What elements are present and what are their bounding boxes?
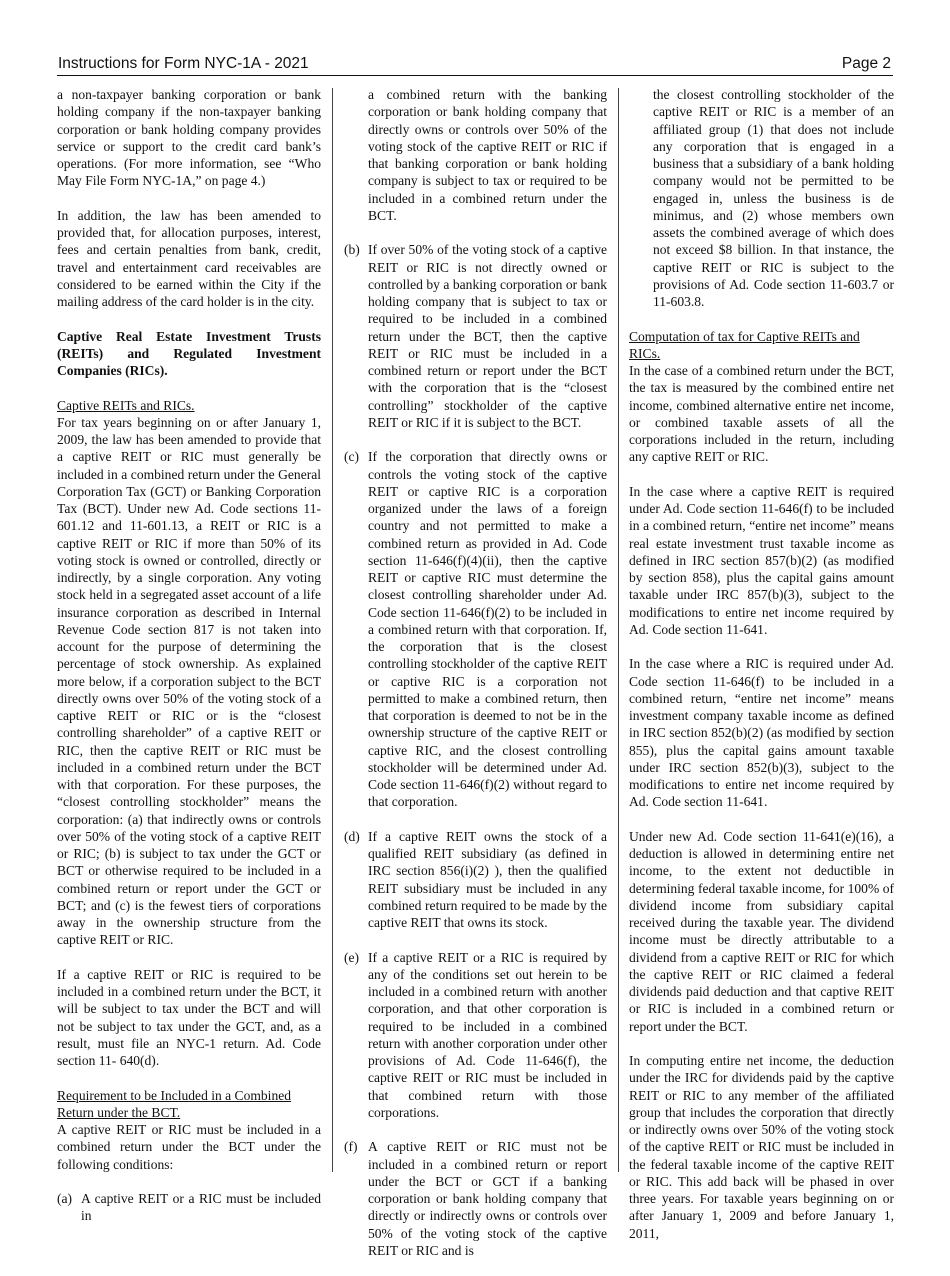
paragraph: Under new Ad. Code section 11-641(e)(16), a deduction is allowed in determining entire net income, to the extent not deductible in determining federal taxable income, for 100% of dividend income from subsidiary capital received during the taxable year. The dividend income must be directly attributable to a dividend from a captive REIT or RIC for which the captive REIT or RIC claimed a federal dividends paid deduction and that captive REIT or RIC is included in a combined return or report under the BCT. xyxy=(629,828,894,1034)
list-item xyxy=(344,241,607,431)
paragraph: In the case of a combined return under the BCT, the tax is measured by the combined entire net income, combined alternative entire net income, or combined taxable assets of all the corporations included in the return, including any captive REIT or RIC. xyxy=(629,363,894,465)
list-continuation: a combined return with the banking corporation or bank holding company that directly owns or controls over 50% of the voting stock of the captive REIT or RIC if that banking corporation or bank holding company is subject to tax or required to be included in a combined return under the BCT. xyxy=(368,87,607,223)
list-text: If the corporation that directly owns or controls the voting stock of the captive REIT or captive RIC is a corporation organized under the laws of a foreign country and not permitted to make a combined return as provided in Ad. Code section 11-646(f)(4)(ii), then the captive REIT or captive RIC must determine the closest controlling shareholder under Ad. Code section 11-646(f)(2) to be included in a combined return with that corporation. If, the corporation that is the closest controlling stockholder of the captive REIT or captive RIC is a corporation not permitted to make a combined return, then that corporation is deemed to not be in the ownership structure of the captive REIT or captive RIC, and the closest controlling stockholder will be determined under Ad. Code section 11-646(f)(2) without regard to that corporation. xyxy=(368,449,607,810)
paragraph: For tax years beginning on or after January 1, 2009, the law has been amended to provide that a captive REIT or RIC must generally be included in a combined return under the General Corporation Tax (GCT) or Banking Corporation Tax (BCT). Under new Ad. Code sections 11-601.12 and 11-601.13, a REIT or RIC is a captive REIT or RIC if more than 50% of its voting stock is owned or controlled, directly or indirectly, by a single corporation. Any voting stock held in a segregated asset account of a life insurance corporation as described in Internal Revenue Code section 817 is not taken into account for the purpose of determining the percentage of stock ownership. As explained more below, if a corporation subject to the BCT directly owns over 50% of the voting stock of a captive REIT or RIC or is the “closest controlling shareholder” of a captive REIT or RIC, then the captive REIT or RIC must be included in a combined return under the BCT with that corporation. For these purposes, the “closest controlling stockholder” means the corporation: (a) that indirectly owns or controls over 50% of the voting stock of a captive REIT or RIC; (b) is subject to tax under the GCT or BCT or otherwise required to be included in a combined return or report under the GCT or BCT; and (c) is the fewest tiers of corporations away in the ownership structure from the captive REIT or RIC. xyxy=(57,414,321,948)
form-title: Instructions for Form NYC-1A - 2021 xyxy=(58,55,309,72)
column-1 xyxy=(57,86,321,1242)
subheading: Captive REITs and RICs. xyxy=(57,397,195,413)
column-3 xyxy=(629,86,894,1259)
list-item xyxy=(344,949,607,1122)
list-item xyxy=(57,1190,321,1225)
list-label: (a) xyxy=(57,1191,73,1206)
subheading: Computation of tax for Captive REITs and RICs. xyxy=(629,328,860,361)
list-item xyxy=(344,448,607,810)
list-label: (f) xyxy=(344,1139,358,1155)
column-divider-right xyxy=(618,88,619,1172)
paragraph: In the case where a RIC is required under Ad. Code section 11-646(f) to be included in a combined return, “entire net income” means investment company taxable income as defined in IRC section 852(b)(2) (as modified by section 855), plus the capital gains amount taxable under IRC section 852(b)(3), subject to the modifications to entire net income required by Ad. Code section 11-641. xyxy=(629,656,894,810)
list-continuation: the closest controlling stockholder of the captive REIT or RIC is a member of an affiliated group (1) that does not include any corporation that is engaged in a business that a subsidiary of a bank holding company would not be permitted to be engaged in, unless the business is de minimus, and (2) whose members own assets the combined average of which does not exceed $8 billion. In that instance, the captive REIT or RIC is subject to the provisions of Ad. Code section 11-603.7 or 11-603.8. xyxy=(653,87,894,309)
list-label: (b) xyxy=(344,242,360,258)
paragraph: In computing entire net income, the deduction under the IRC for dividends paid by the captive REIT or RIC to any member of the affiliated group that includes the corporation that directly or indirectly owns over 50% of the voting stock of the captive REIT or RIC must be included in the federal taxable income of the captive REIT or RIC. This add back will be phased in over three years. For taxable years beginning on or after January 1, 2009 and before January 1, 2011, xyxy=(629,1053,894,1241)
column-divider-left xyxy=(332,88,333,1172)
list-label: (e) xyxy=(344,949,360,965)
list-text: If a captive REIT or a RIC is required by any of the conditions set out herein to be included in a combined return with another corporation, and that other corporation is required to be included in a combined return with another corporation under other provisions of Ad. Code 11-646(f), the captive REIT or RIC must be included in that combined return with those corporations. xyxy=(368,949,607,1120)
paragraph: In the case where a captive REIT is required under Ad. Code section 11-646(f) to be included in a combined return, “entire net income” means real estate investment trust taxable income as defined in IRC section 857(b)(2) (as modified by section 858), plus the capital gains amount taxable under IRC 857(b)(3), subject to the modifications to entire net income required by Ad. Code section 11-641. xyxy=(629,483,894,637)
list-item xyxy=(344,828,607,932)
list-label: (d) xyxy=(344,828,360,844)
subheading: Requirement to be Included in a Combined Return under the BCT. xyxy=(57,1087,292,1120)
paragraph: If a captive REIT or RIC is required to be included in a combined return under the BCT, it will be subject to tax under the BCT and will not be subject to tax under the GCT, and, as a result, must file an NYC-1 return. Ad. Code section 11- 640(d). xyxy=(57,966,321,1068)
section-heading: Captive Real Estate Investment Trusts (REITs) and Regulated Investment Companies (RICs). xyxy=(57,328,321,378)
page-header xyxy=(57,53,893,76)
list-text: If a captive REIT owns the stock of a qualified REIT subsidiary (as defined in IRC section 856(i)(2) ), then the qualified REIT subsidiary must be included in any combined return required to be made by the captive REIT that owns its stock. xyxy=(368,828,607,930)
column-2 xyxy=(344,86,607,1276)
paragraph: a non-taxpayer banking corporation or bank holding company if the non-taxpayer banking corporation or bank holding company provides service or support to the credit card bank’s operations. (For more information, see “Who May File Form NYC-1A,” on page 4.) xyxy=(57,87,321,189)
list-text: A captive REIT or RIC must not be included in a combined return or report under the BCT or GCT if a banking corporation or bank holding company that directly or indirectly owns or controls over 50% of the voting stock of the captive REIT or RIC and is xyxy=(368,1139,607,1258)
paragraph: A captive REIT or RIC must be included in a combined return under the BCT under the following conditions: xyxy=(57,1122,321,1172)
page-number: Page 2 xyxy=(841,55,891,72)
list-text: If over 50% of the voting stock of a captive REIT or RIC is not directly owned or controlled by a banking corporation or bank holding company that is subject to tax or required to be included in a combined return under the BCT, then the captive REIT or RIC must be included in a combined return or report under the BCT with the corporation that is the “closest controlling” stockholder of the captive REIT or RIC if it is subject to the BCT. xyxy=(368,242,607,430)
list-item xyxy=(344,1138,607,1259)
list-label: (c) xyxy=(344,449,360,465)
list-text: A captive REIT or a RIC must be included in xyxy=(81,1191,321,1224)
paragraph: In addition, the law has been amended to provided that, for allocation purposes, interest, fees and certain penalties from bank, credit, travel and entertainment card receivables are considered to be earned within the City if the mailing address of the card holder is in the city. xyxy=(57,207,321,309)
